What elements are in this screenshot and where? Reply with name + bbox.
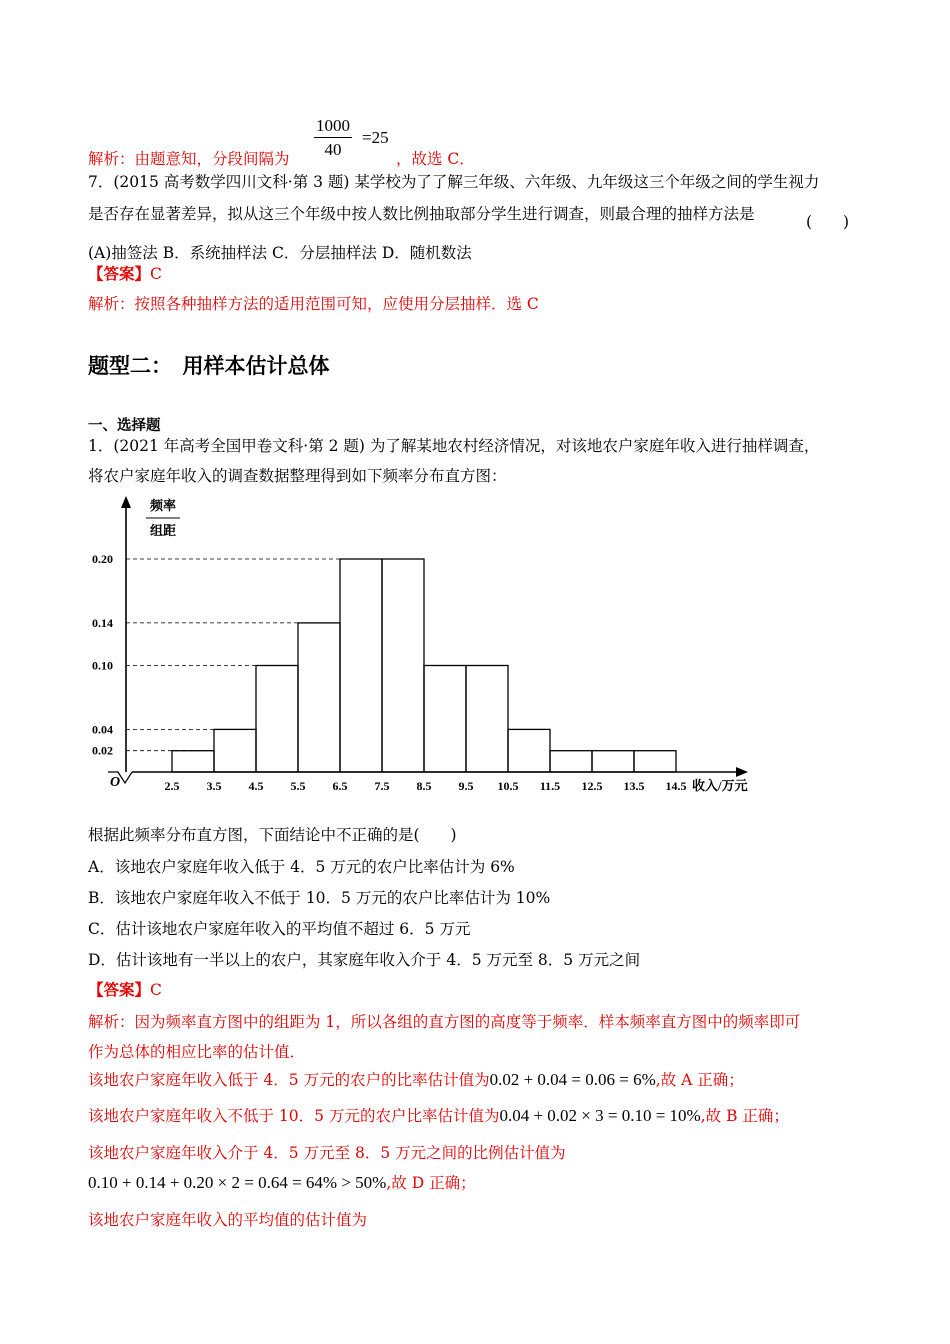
y-tick-label: 0.20 — [92, 552, 113, 566]
x-tick-label: 4.5 — [248, 779, 264, 793]
d-tail: ,故 D 正确； — [386, 1174, 476, 1192]
fraction-numerator: 1000 — [314, 115, 352, 138]
origin-label: O — [110, 775, 121, 790]
y-tick-label: 0.04 — [92, 722, 113, 737]
ylabel-top: 频率 — [150, 498, 177, 513]
answer-value: C — [150, 981, 162, 999]
q6-fraction — [314, 115, 352, 162]
x-axis-arrow — [736, 767, 748, 777]
histogram-bar — [172, 751, 214, 772]
q1-analysis-2: 作为总体的相应比率的估计值． — [88, 1043, 306, 1061]
y-axis-arrow — [121, 496, 131, 508]
histogram-bar — [382, 559, 424, 772]
fraction-denominator: 40 — [324, 140, 342, 159]
q7-answer — [88, 262, 162, 284]
b-math: 0.04 + 0.02 × 3 = 0.10 = 10% — [499, 1106, 701, 1125]
x-tick-label: 7.5 — [374, 779, 390, 793]
q1-b-check — [88, 1104, 789, 1126]
q7-line2: 是否存在显著差异，拟从这三个年级中按人数比例抽取部分学生进行调查，则最合理的抽样方法是 — [88, 205, 755, 223]
x-axis-label: 收入/万元 — [692, 778, 748, 793]
q7-paren: ( ) — [806, 213, 850, 231]
q6-equals: =25 — [362, 128, 389, 147]
d-math: 0.10 + 0.14 + 0.20 × 2 = 0.64 = 64% > 50% — [88, 1173, 387, 1192]
frequency-histogram — [88, 492, 768, 802]
x-tick-label: 8.5 — [416, 779, 432, 793]
histogram-bar — [634, 751, 676, 772]
histogram-bar — [256, 666, 298, 773]
x-tick-label: 11.5 — [539, 779, 561, 793]
q1-a-check — [88, 1068, 744, 1090]
q1-line2: 将农户家庭年收入的调查数据整理得到如下频率分布直方图： — [88, 467, 507, 485]
a-text: 该地农户家庭年收入低于 4．5 万元的农户的比率估计值为 — [88, 1071, 490, 1089]
q1-option-c: C．估计该地农户家庭年收入的平均值不超过 6．5 万元 — [88, 920, 471, 938]
histogram-bar — [340, 559, 382, 772]
x-tick-label: 12.5 — [581, 779, 603, 793]
x-tick-label: 13.5 — [623, 779, 645, 793]
q1-d-text: 该地农户家庭年收入介于 4．5 万元至 8．5 万元之间的比例估计值为 — [88, 1144, 566, 1162]
q1-d-check — [88, 1171, 476, 1193]
b-text: 该地农户家庭年收入不低于 10．5 万元的农户比率估计值为 — [88, 1107, 500, 1125]
a-math: 0.02 + 0.04 = 0.06 = 6% — [489, 1070, 656, 1089]
histogram-bar — [214, 729, 256, 772]
q1-mean-text: 该地农户家庭年收入的平均值的估计值为 — [88, 1211, 368, 1229]
histogram-bar — [466, 666, 508, 773]
x-tick-label: 14.5 — [665, 779, 687, 793]
b-tail: ,故 B 正确； — [700, 1107, 789, 1125]
x-tick-label: 3.5 — [206, 779, 222, 793]
q1-answer — [88, 978, 162, 1000]
section-title: 题型二： 用样本估计总体 — [88, 354, 330, 378]
histogram-bar — [550, 751, 592, 772]
histogram-bar — [298, 623, 340, 772]
y-tick-label: 0.10 — [92, 658, 113, 673]
x-tick-label: 9.5 — [458, 779, 474, 793]
q6-analysis — [88, 147, 290, 169]
q6-analysis-suffix: ，故选 C． — [396, 150, 475, 168]
x-tick-label: 5.5 — [290, 779, 306, 793]
y-tick-label: 0.14 — [92, 615, 113, 630]
q1-question: 根据此频率分布直方图，下面结论中不正确的是( ) — [88, 826, 457, 844]
ylabel-bottom: 组距 — [150, 523, 177, 538]
q7-options: (A)抽签法 B．系统抽样法 C．分层抽样法 D．随机数法 — [88, 244, 472, 262]
q1-line1: 1．(2021 年高考全国甲卷文科·第 2 题) 为了解某地农村经济情况，对该地农户家庭年收入进行抽样调查， — [88, 437, 820, 455]
x-tick-label: 6.5 — [332, 779, 348, 793]
answer-value: C — [150, 265, 162, 283]
a-tail: ,故 A 正确； — [655, 1071, 744, 1089]
histogram-bar — [424, 666, 466, 773]
y-tick-label: 0.02 — [92, 743, 113, 758]
x-tick-label: 10.5 — [497, 779, 519, 793]
q1-analysis-1: 解析：因为频率直方图中的组距为 1，所以各组的直方图的高度等于频率．样本频率直方图中的频率即可 — [88, 1013, 801, 1031]
histogram-bar — [592, 751, 634, 772]
histogram-bar — [508, 729, 550, 772]
q6-analysis-prefix: 解析：由题意知，分段间隔为 — [88, 150, 290, 168]
q7-analysis: 解析：按照各种抽样方法的适用范围可知，应使用分层抽样．选 C — [88, 295, 539, 313]
q1-option-a: A．该地农户家庭年收入低于 4．5 万元的农户比率估计为 6% — [88, 858, 515, 876]
x-tick-label: 2.5 — [164, 779, 180, 793]
q1-option-d: D．估计该地有一半以上的农户，其家庭年收入介于 4．5 万元至 8．5 万元之间 — [88, 951, 641, 969]
answer-label: 【答案】 — [88, 980, 151, 999]
answer-label: 【答案】 — [88, 264, 151, 283]
q1-option-b: B．该地农户家庭年收入不低于 10．5 万元的农户比率估计为 10% — [88, 889, 551, 907]
q7-line1: 7．(2015 高考数学四川文科·第 3 题) 某学校为了了解三年级、六年级、九年级这三个年级之间的学生视力 — [88, 173, 820, 191]
section-subtitle: 一、选择题 — [88, 417, 161, 434]
